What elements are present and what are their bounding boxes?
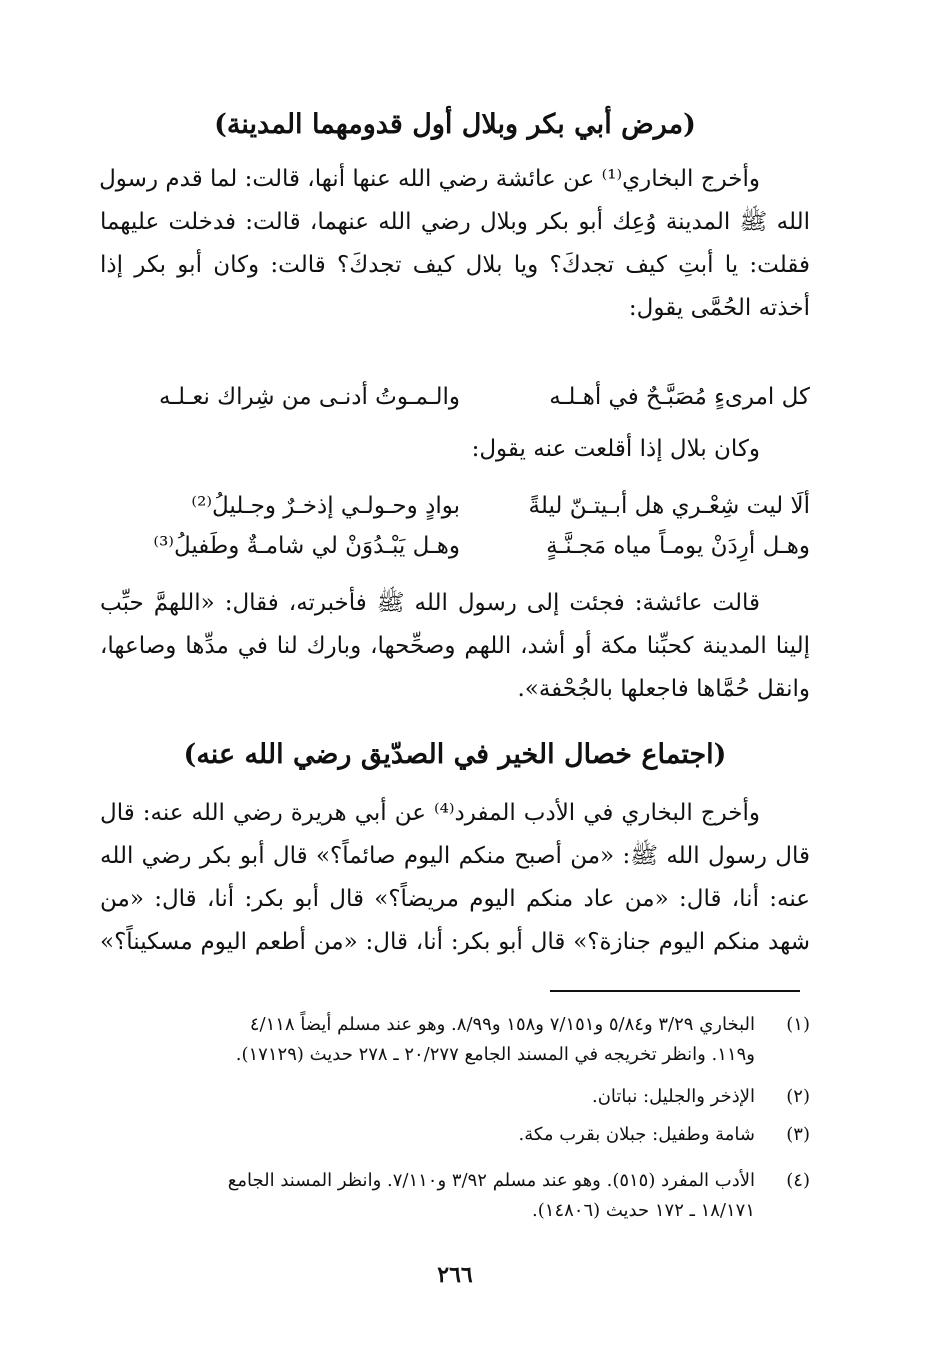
verse-row	[100, 526, 810, 566]
section-heading-virtues: (اجتماع خصال الخير في الصدّيق رضي الله عنه)	[183, 739, 727, 770]
verse-row	[100, 377, 810, 417]
footnote-number: (٣)	[786, 1124, 810, 1145]
footnotes	[100, 1010, 810, 1226]
footnote-line: الأدب المفرد (٥١٥). وهو عند مسلم ٣/٩٢ و٧/١١٠. وانظر المسند الجامع	[227, 1170, 755, 1191]
paragraph-aisha-narration	[100, 158, 810, 330]
page-number: ٢٦٦	[437, 1262, 473, 1288]
paragraph-line: قالت عائشة: فجئت إلى رسول الله ﷺ فأخبرته، فقال: «اللهمَّ حبِّب	[100, 590, 760, 616]
paragraph-line: أخذته الحُمَّى يقول:	[628, 295, 810, 321]
paragraph-line: وأخرج البخاري في الأدب المفرد⁽⁴⁾ عن أبي هريرة رضي الله عنه: قال	[100, 800, 761, 826]
paragraph-line: قال رسول الله ﷺ: «من أصبح منكم اليوم صائماً؟» قال أبو بكر رضي الله	[100, 843, 810, 869]
verse-abu-bakr	[100, 377, 810, 417]
footnote-number: (٢)	[786, 1086, 810, 1107]
footnote-item	[100, 1082, 810, 1112]
footnote-text	[100, 1120, 755, 1150]
paragraph-abu-hurayra	[100, 792, 810, 964]
paragraph-prophet-prayer	[100, 582, 810, 711]
paragraph-bilal-intro	[100, 428, 810, 471]
footnote-number: (١)	[786, 1014, 810, 1035]
verse-row	[100, 486, 810, 526]
footnote-line: الإذخر والجليل: نباتان.	[591, 1086, 755, 1107]
verse-second-hemistich: وهـل يَبْـدُوَنْ لي شامـةٌ وطَفيلُ⁽³⁾	[153, 533, 460, 559]
footnote-line: و١١٩. وانظر تخريجه في المسند الجامع ٢٠/٢٧٧ ـ ٢٧٨ حديث (١٧١٢٩).	[235, 1044, 755, 1065]
paragraph-line: إلينا المدينة كحبِّنا مكة أو أشد، اللهم وصحِّحها، وبارك لنا في مدِّها وصاعها،	[100, 633, 810, 659]
verse-first-hemistich: ألَا ليت شِعْـري هل أبـيتـنّ ليلةً	[528, 493, 810, 519]
footnote-item	[100, 1120, 810, 1150]
verse-second-hemistich: بوادٍ وحـولـي إذخـرٌ وجـليلُ⁽²⁾	[191, 493, 460, 519]
footnote-divider	[550, 990, 800, 992]
paragraph-line: وانقل حُمَّاها فاجعلها بالجُحْفة».	[517, 676, 810, 702]
footnote-item	[100, 1166, 810, 1226]
verse-second-hemistich: والـمـوتُ أدنـى من شِراك نعـلـه	[158, 384, 460, 410]
paragraph-line: وكان بلال إذا أقلعت عنه يقول:	[471, 436, 760, 462]
footnote-text	[100, 1010, 755, 1070]
verse-bilal	[100, 486, 810, 566]
footnote-line: شامة وطفيل: جبلان بقرب مكة.	[518, 1124, 755, 1145]
verse-first-hemistich: كل امرىءٍ مُصَبَّـحٌ في أهـلـه	[549, 384, 810, 410]
footnote-text	[100, 1082, 755, 1112]
footnote-number: (٤)	[786, 1170, 810, 1191]
footnote-item	[100, 1010, 810, 1070]
footnote-text	[100, 1166, 755, 1226]
section-heading-illness: (مرض أبي بكر وبلال أول قدومهما المدينة)	[214, 109, 696, 140]
footnote-line: البخاري ٣/٢٩ و٥/٨٤ و٧/١٥١ و١٥٨ و٨/٩٩. وهو عند مسلم أيضاً ٤/١١٨	[249, 1014, 755, 1035]
footnote-line: ١٨/١٧١ ـ ١٧٢ حديث (١٤٨٠٦).	[532, 1200, 755, 1221]
paragraph-line: شهد منكم اليوم جنازة؟» قال أبو بكر: أنا، قال: «من أطعم اليوم مسكيناً؟»	[100, 929, 810, 955]
paragraph-line: الله ﷺ المدينة وُعِك أبو بكر وبلال رضي الله عنهما، قالت: فدخلت عليهما	[100, 209, 810, 235]
paragraph-line: فقلت: يا أبتِ كيف تجدكَ؟ ويا بلال كيف تجدكَ؟ قالت: وكان أبو بكر إذا	[100, 252, 810, 278]
paragraph-line: عنه: أنا، قال: «من عاد منكم اليوم مريضاً؟» قال أبو بكر: أنا، قال: «من	[100, 886, 810, 912]
paragraph-line: وأخرج البخاري⁽¹⁾ عن عائشة رضي الله عنها أنها، قالت: لما قدم رسول	[99, 166, 760, 192]
verse-first-hemistich: وهـل أرِدَنْ يومـاً مياه مَجـنَّـةٍ	[546, 533, 810, 559]
